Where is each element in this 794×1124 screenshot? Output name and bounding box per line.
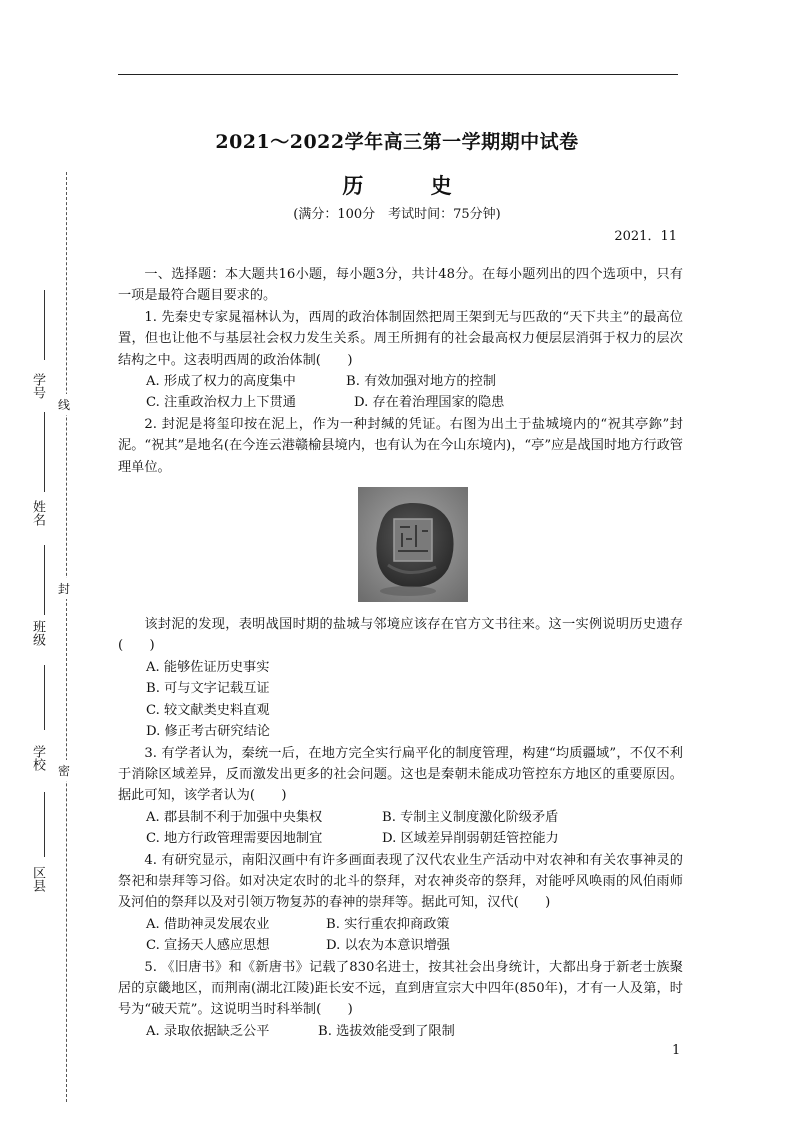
q3-options-row1 bbox=[118, 807, 683, 828]
q2-stem2: 该封泥的发现，表明战国时期的盐城与邻境应该存在官方文书往来。这一实例说明历史遗存( ) bbox=[118, 617, 683, 654]
seal-clay-image bbox=[358, 487, 468, 602]
q1-options-row1 bbox=[118, 371, 683, 392]
q3-stem: 3. 有学者认为，秦统一后，在地方完全实行扁平化的制度管理，构建“均质疆域”，不仅不利于消除区域差异，反而激发出更多的社会问题。这也是秦朝未能成功管控东方地区的重要原因。据此可知，该学者认为( ) bbox=[118, 745, 683, 804]
school-line bbox=[44, 665, 45, 730]
q2-option-a: A. 能够佐证历史事实 bbox=[146, 659, 270, 675]
q1-option-d: D. 存在着治理国家的隐患 bbox=[354, 395, 505, 411]
district-label: 区县 bbox=[30, 866, 45, 892]
seal-char-mi: 密 bbox=[58, 760, 70, 781]
q4-stem: 4. 有研究显示，南阳汉画中有许多画面表现了汉代农业生产活动中对农神和有关农事神灵的祭祀和崇拜等习俗。如对决定农时的北斗的祭拜，对农神炎帝的祭拜，对能呼风唤雨的风伯雨师及河伯的祭拜以及对引领万物复苏的春神的崇拜等。据此可知，汉代( ) bbox=[118, 852, 683, 911]
exam-date: 2021．11 bbox=[614, 229, 677, 244]
q5-option-b: B. 选拔效能受到了限制 bbox=[318, 1023, 455, 1039]
q1-option-c: C. 注重政治权力上下贯通 bbox=[146, 395, 296, 411]
q4-option-c: C. 宣扬天人感应思想 bbox=[146, 938, 270, 954]
q3-option-c: C. 地方行政管理需要因地制宜 bbox=[146, 831, 323, 847]
q5-option-a: A. 录取依据缺乏公平 bbox=[146, 1023, 270, 1039]
district-line bbox=[44, 792, 45, 857]
q4-options-row2 bbox=[118, 935, 683, 956]
name-label: 姓名 bbox=[30, 500, 45, 526]
top-rule bbox=[118, 74, 678, 75]
class-label: 班级 bbox=[30, 620, 45, 646]
q1-stem: 1. 先秦史专家晁福林认为，西周的政治体制固然把周王架到无与匹敌的“天下共主”的最高位置，但也让他不与基层社会权力发生关系。周王所拥有的社会最高权力便层层消弭于权力的层次结构之中。这表明西周的政治体制( ) bbox=[118, 309, 683, 368]
q2-stem: 2. 封泥是将玺印按在泥上，作为一种封缄的凭证。右图为出土于盐城境内的“祝其亭鉨”封泥。“祝其”是地名(在今连云港赣榆县境内，也有认为在今山东境内)，“亭”应是战国时地方行政管理单位。 bbox=[118, 416, 683, 475]
page-number: 1 bbox=[672, 1043, 681, 1058]
seal-char-xian: 线 bbox=[58, 394, 70, 415]
q3-option-d: D. 区域差异削弱朝廷管控能力 bbox=[382, 831, 559, 847]
q4-option-d: D. 以农为本意识增强 bbox=[326, 938, 450, 954]
q2-option-b: B. 可与文字记载互证 bbox=[146, 681, 270, 697]
q2-figure-area bbox=[118, 478, 683, 614]
student-id-line bbox=[44, 290, 45, 360]
q1-options-row2 bbox=[118, 392, 683, 413]
q2-option-c: C. 较文献类史料直观 bbox=[146, 702, 270, 718]
q2-option-d: D. 修正考古研究结论 bbox=[146, 724, 270, 740]
q4-option-b: B. 实行重农抑商政策 bbox=[326, 916, 450, 932]
student-id-label: 学号 bbox=[30, 373, 45, 399]
q4-options-row1 bbox=[118, 914, 683, 935]
q3-option-b: B. 专制主义制度激化阶级矛盾 bbox=[382, 809, 559, 825]
q3-options-row2 bbox=[118, 828, 683, 849]
seal-clay-icon bbox=[358, 487, 468, 602]
question-content bbox=[118, 264, 683, 1042]
class-line bbox=[44, 545, 45, 615]
q4-option-a: A. 借助神灵发展农业 bbox=[146, 916, 270, 932]
exam-title: 2021～2022学年高三第一学期期中试卷 bbox=[215, 131, 579, 153]
school-label: 学校 bbox=[30, 745, 45, 771]
exam-meta: (满分：100分 考试时间：75分钟) bbox=[293, 207, 501, 222]
q1-option-b: B. 有效加强对地方的控制 bbox=[346, 374, 496, 390]
q5-options-row1 bbox=[118, 1021, 683, 1042]
binding-dashed-line bbox=[66, 172, 67, 1102]
name-line bbox=[44, 412, 45, 492]
section-heading: 一、选择题：本大题共16小题，每小题3分，共计48分。在每小题列出的四个选项中，只有一项是最符合题目要求的。 bbox=[118, 267, 683, 304]
q1-option-a: A. 形成了权力的高度集中 bbox=[146, 374, 296, 390]
q5-stem: 5. 《旧唐书》和《新唐书》记载了830名进士，按其社会出身统计，大都出身于新老士族聚居的京畿地区，而荆南(湖北江陵)距长安不远，直到唐宣宗大中四年(850年)，才有一人及第，时号为“破天荒”。这说明当时科举制( ) bbox=[118, 959, 683, 1018]
seal-char-feng: 封 bbox=[58, 578, 70, 599]
q3-option-a: A. 郡县制不利于加强中央集权 bbox=[146, 809, 323, 825]
subject-title: 历 史 bbox=[342, 173, 482, 198]
